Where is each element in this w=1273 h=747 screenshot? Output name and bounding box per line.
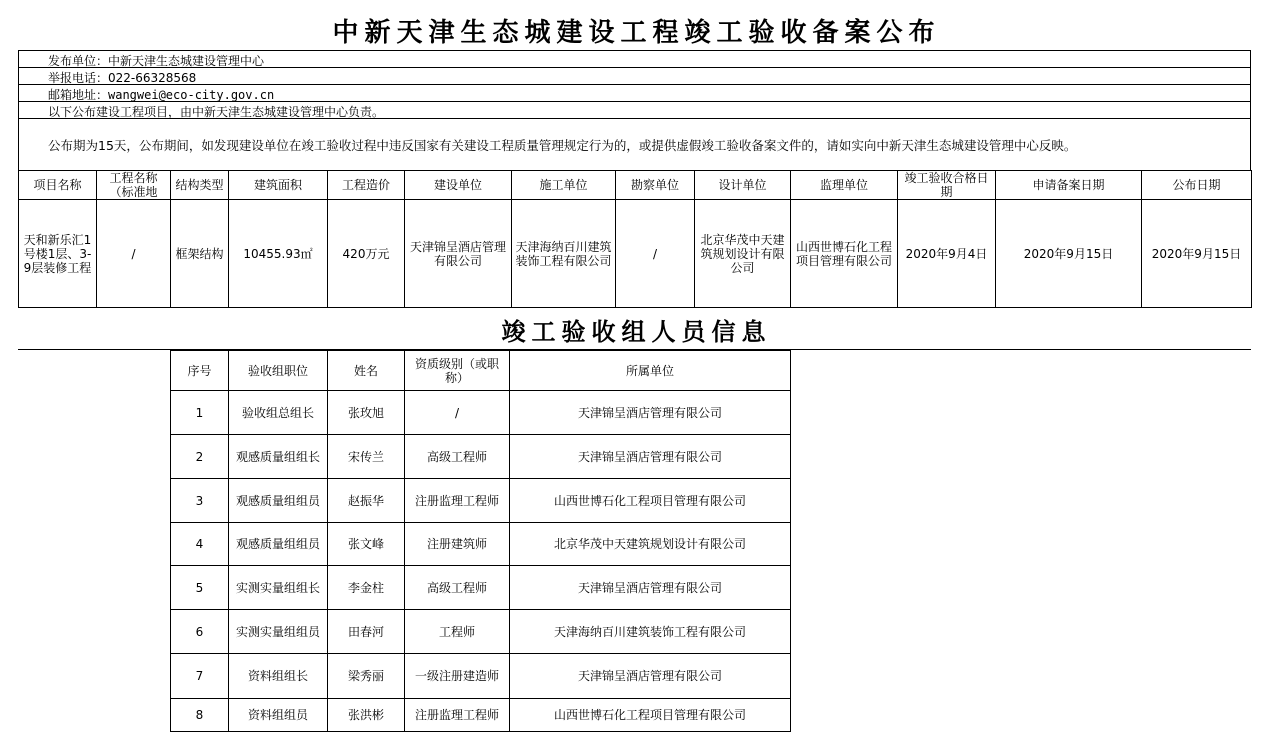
person-name-cell: 赵振华 [328, 479, 405, 523]
header-cell: 资质级别（或职称） [405, 351, 510, 391]
qualification-cell: 工程师 [405, 610, 510, 654]
position-cell: 观感质量组组员 [229, 523, 328, 566]
supervision-unit-cell: 山西世博石化工程项目管理有限公司 [791, 200, 898, 308]
seq-cell: 4 [171, 523, 229, 566]
seq-cell: 5 [171, 566, 229, 610]
info-top-border [18, 50, 1251, 51]
filing-date-cell: 2020年9月15日 [996, 200, 1142, 308]
group-table-header [171, 351, 791, 391]
responsibility-line: 以下公布建设工程项目，由中新天津生态城建设管理中心负责。 [48, 105, 385, 119]
group-title: 竣工验收组人员信息 [501, 317, 772, 346]
person-name-cell: 梁秀丽 [328, 654, 405, 699]
header-cell: 建筑面积 [229, 171, 328, 200]
seq-cell: 2 [171, 435, 229, 479]
person-name-cell: 张洪彬 [328, 699, 405, 732]
project-cost-cell: 420万元 [328, 200, 405, 308]
seq-cell: 1 [171, 391, 229, 435]
person-name-cell: 张玫旭 [328, 391, 405, 435]
table-row [171, 523, 791, 566]
header-cell: 建设单位 [405, 171, 512, 200]
position-cell: 观感质量组组员 [229, 479, 328, 523]
table-row [19, 200, 1252, 308]
table-row [171, 391, 791, 435]
contractor-cell: 天津海纳百川建筑装饰工程有限公司 [512, 200, 616, 308]
header-cell: 工程造价 [328, 171, 405, 200]
developer-cell: 天津锦呈酒店管理有限公司 [405, 200, 512, 308]
affiliation-cell: 天津锦呈酒店管理有限公司 [510, 391, 791, 435]
qualification-cell: 高级工程师 [405, 566, 510, 610]
position-cell: 实测实量组组员 [229, 610, 328, 654]
publish-date-cell: 2020年9月15日 [1142, 200, 1252, 308]
page-title: 中新天津生态城建设工程竣工验收备案公布 [332, 18, 941, 48]
table-row [171, 699, 791, 732]
header-cell: 姓名 [328, 351, 405, 391]
phone-line: 举报电话：022-66328568 [48, 71, 197, 85]
project-table [18, 170, 1252, 308]
qualification-cell: 一级注册建造师 [405, 654, 510, 699]
header-cell: 公布日期 [1142, 171, 1252, 200]
header-cell: 结构类型 [171, 171, 229, 200]
notice-text: 公布期为15天，公布期间，如发现建设单位在竣工验收过程中违反国家有关建设工程质量管理规定行为的，或提供虚假竣工验收备案文件的，请如实向中新天津生态城建设管理中心反映。 [48, 138, 1077, 153]
qualification-cell: / [405, 391, 510, 435]
qualification-cell: 注册建筑师 [405, 523, 510, 566]
header-cell: 序号 [171, 351, 229, 391]
structure-type-cell: 框架结构 [171, 200, 229, 308]
info-divider [18, 84, 1251, 85]
affiliation-cell: 天津锦呈酒店管理有限公司 [510, 435, 791, 479]
seq-cell: 3 [171, 479, 229, 523]
header-cell: 项目名称 [19, 171, 97, 200]
project-table-header [19, 171, 1252, 200]
position-cell: 观感质量组组长 [229, 435, 328, 479]
standard-land-cell: / [97, 200, 171, 308]
position-cell: 实测实量组组长 [229, 566, 328, 610]
header-cell: 施工单位 [512, 171, 616, 200]
person-name-cell: 李金柱 [328, 566, 405, 610]
info-right-border [1250, 50, 1251, 170]
affiliation-cell: 天津锦呈酒店管理有限公司 [510, 566, 791, 610]
qualification-cell: 注册监理工程师 [405, 479, 510, 523]
affiliation-cell: 山西世博石化工程项目管理有限公司 [510, 479, 791, 523]
building-area-cell: 10455.93㎡ [229, 200, 328, 308]
header-cell: 所属单位 [510, 351, 791, 391]
table-row [171, 654, 791, 699]
person-name-cell: 张文峰 [328, 523, 405, 566]
header-cell: 监理单位 [791, 171, 898, 200]
affiliation-cell: 北京华茂中天建筑规划设计有限公司 [510, 523, 791, 566]
seq-cell: 6 [171, 610, 229, 654]
header-cell: 验收组职位 [229, 351, 328, 391]
header-cell: 申请备案日期 [996, 171, 1142, 200]
position-cell: 资料组组长 [229, 654, 328, 699]
acceptance-date-cell: 2020年9月4日 [898, 200, 996, 308]
table-row [171, 479, 791, 523]
acceptance-group-table [170, 350, 791, 732]
person-name-cell: 田春河 [328, 610, 405, 654]
info-left-border [18, 50, 19, 170]
affiliation-cell: 天津锦呈酒店管理有限公司 [510, 654, 791, 699]
affiliation-cell: 山西世博石化工程项目管理有限公司 [510, 699, 791, 732]
header-cell: 勘察单位 [616, 171, 695, 200]
survey-unit-cell: / [616, 200, 695, 308]
seq-cell: 7 [171, 654, 229, 699]
table-row [171, 610, 791, 654]
header-cell: 工程名称（标准地 [97, 171, 171, 200]
affiliation-cell: 天津海纳百川建筑装饰工程有限公司 [510, 610, 791, 654]
person-name-cell: 宋传兰 [328, 435, 405, 479]
design-unit-cell: 北京华茂中天建筑规划设计有限公司 [695, 200, 791, 308]
email-line: 邮箱地址：wangwei@eco-city.gov.cn [48, 88, 275, 102]
table-row [171, 566, 791, 610]
position-cell: 验收组总组长 [229, 391, 328, 435]
publisher-line: 发布单位：中新天津生态城建设管理中心 [48, 54, 265, 68]
project-name-cell: 天和新乐汇1号楼1层、3-9层装修工程 [19, 200, 97, 308]
seq-cell: 8 [171, 699, 229, 732]
header-cell: 竣工验收合格日期 [898, 171, 996, 200]
qualification-cell: 注册监理工程师 [405, 699, 510, 732]
table-row [171, 435, 791, 479]
header-cell: 设计单位 [695, 171, 791, 200]
qualification-cell: 高级工程师 [405, 435, 510, 479]
position-cell: 资料组组员 [229, 699, 328, 732]
